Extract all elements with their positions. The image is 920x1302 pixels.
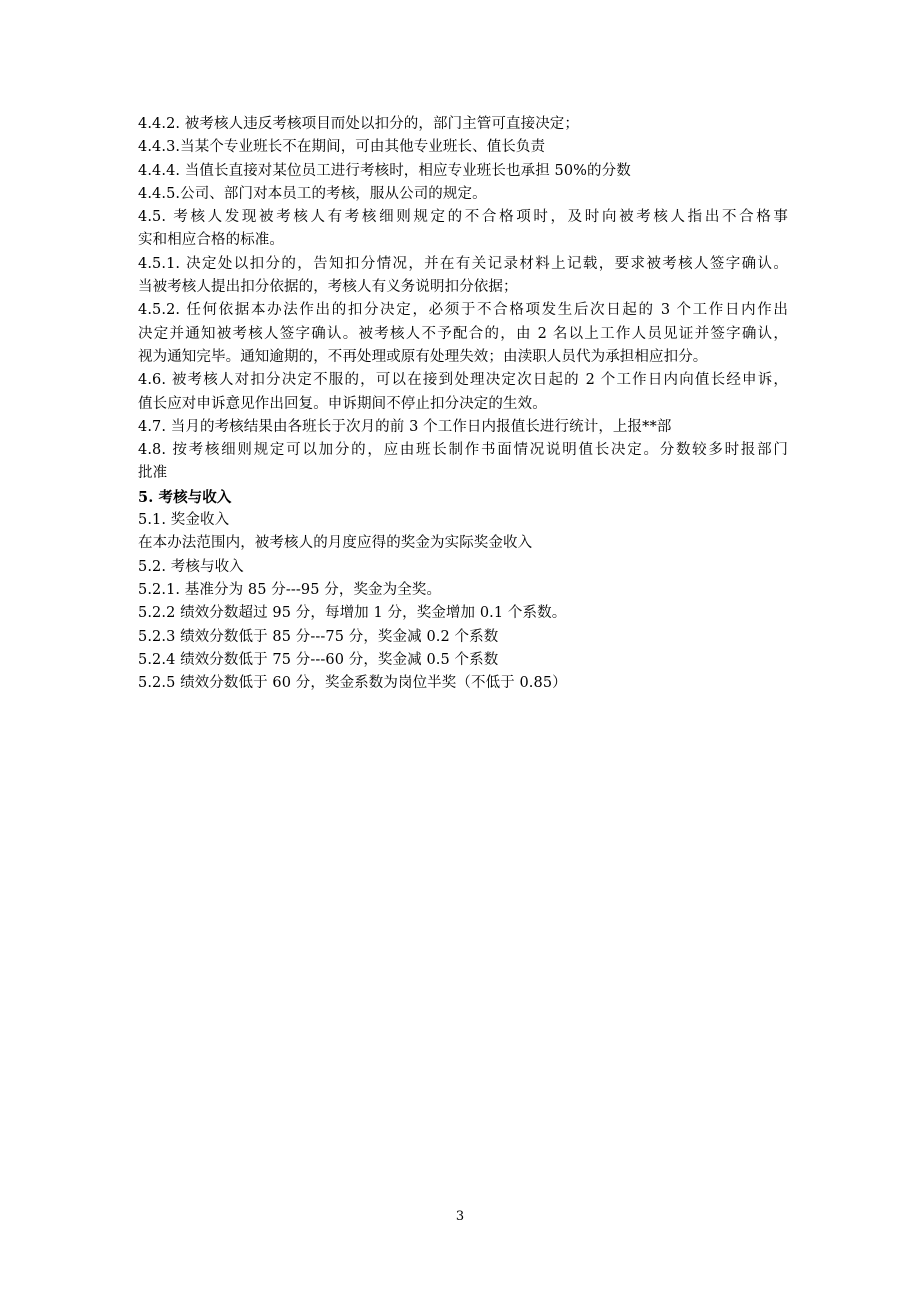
clause-4-8-line-2: 批准 bbox=[138, 465, 168, 482]
clause-5-2-4: 5.2.4 绩效分数低于 75 分---60 分，奖金减 0.5 个系数 bbox=[138, 651, 499, 668]
clause-4-5-line-1: 4.5. 考核人发现被考核人有考核细则规定的不合格项时，及时向被考核人指出不合格事 bbox=[138, 209, 788, 226]
clause-5-2-1: 5.2.1. 基准分为 85 分---95 分，奖金为全奖。 bbox=[138, 581, 442, 598]
clause-4-4-3: 4.4.3.当某个专业班长不在期间，可由其他专业班长、值长负责 bbox=[138, 139, 546, 156]
section-5-heading: 5. 考核与收入 bbox=[138, 488, 232, 506]
clause-5-2-3: 5.2.3 绩效分数低于 85 分---75 分，奖金减 0.2 个系数 bbox=[138, 628, 499, 645]
clause-5-1-text: 在本办法范围内，被考核人的月度应得的奖金为实际奖金收入 bbox=[138, 535, 533, 552]
clause-4-4-5: 4.4.5.公司、部门对本员工的考核，服从公司的规定。 bbox=[138, 185, 487, 202]
clause-5-2-2: 5.2.2 绩效分数超过 95 分，每增加 1 分，奖金增加 0.1 个系数。 bbox=[138, 605, 567, 622]
clause-4-8-line-1: 4.8. 按考核细则规定可以加分的，应由班长制作书面情况说明值长决定。分数较多时报部门 bbox=[138, 442, 788, 459]
clause-4-5-1-line-2: 当被考核人提出扣分依据的，考核人有义务说明扣分依据； bbox=[138, 279, 518, 296]
clause-4-7: 4.7. 当月的考核结果由各班长于次月的前 3 个工作日内报值长进行统计，上报**部 bbox=[138, 418, 672, 435]
clause-4-4-2: 4.4.2. 被考核人违反考核项目而处以扣分的，部门主管可直接决定； bbox=[138, 116, 580, 132]
page-number: 3 bbox=[455, 1209, 465, 1224]
clause-5-2-5: 5.2.5 绩效分数低于 60 分，奖金系数为岗位半奖（不低于 0.85） bbox=[138, 675, 567, 692]
clause-4-5-2-line-3: 视为通知完毕。通知逾期的，不再处理或原有处理失效；由渎职人员代为承担相应扣分。 bbox=[138, 348, 708, 365]
document-body bbox=[138, 113, 788, 695]
clause-4-6-line-2: 值长应对申诉意见作出回复。申诉期间不停止扣分决定的生效。 bbox=[138, 395, 547, 412]
clause-4-5-2-line-1: 4.5.2. 任何依据本办法作出的扣分决定，必须于不合格项发生后次日起的 3 个工作日内作出 bbox=[138, 302, 788, 319]
clause-4-6-line-1: 4.6. 被考核人对扣分决定不服的，可以在接到处理决定次日起的 2 个工作日内向值长经申诉， bbox=[138, 372, 788, 389]
clause-5-1: 5.1. 奖金收入 bbox=[138, 512, 230, 529]
clause-4-4-4: 4.4.4. 当值长直接对某位员工进行考核时，相应专业班长也承担 50%的分数 bbox=[138, 162, 631, 179]
clause-4-5-line-2: 实和相应合格的标准。 bbox=[138, 232, 284, 249]
clause-5-2: 5.2. 考核与收入 bbox=[138, 558, 244, 575]
clause-4-5-2-line-2: 决定并通知被考核人签字确认。被考核人不予配合的，由 2 名以上工作人员见证并签字确认， bbox=[138, 325, 788, 342]
clause-4-5-1-line-1: 4.5.1. 决定处以扣分的，告知扣分情况，并在有关记录材料上记载，要求被考核人签字确认。 bbox=[138, 255, 788, 272]
